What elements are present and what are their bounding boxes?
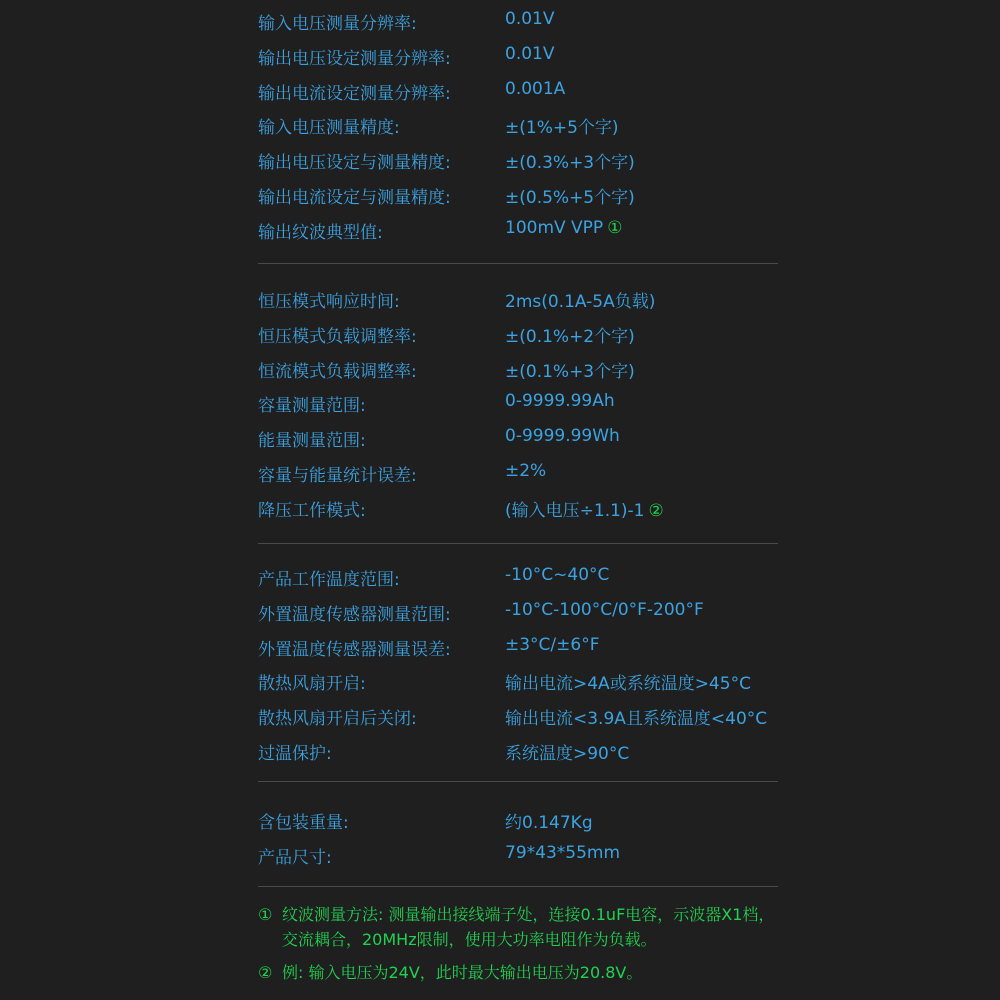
spec-label: 输出电压设定与测量精度: (258, 153, 451, 174)
spec-value: 0.01V (505, 9, 555, 29)
section-divider (258, 543, 778, 544)
spec-row (258, 351, 778, 386)
spec-label: 输出电流设定与测量精度: (258, 187, 451, 208)
spec-row (258, 385, 778, 420)
spec-row (258, 73, 778, 108)
spec-label: 产品工作温度范围: (258, 570, 400, 590)
spec-value: 2ms(0.1A-5A负载) (505, 292, 656, 312)
footnote-text-continued: 交流耦合，20MHz限制，使用大功率电阻作为负载。 (282, 930, 657, 949)
footnote (258, 902, 798, 952)
spec-row (258, 316, 778, 351)
footnote-marker: ① (607, 217, 623, 238)
spec-label: 恒压模式响应时间: (258, 292, 400, 312)
spec-row (258, 281, 778, 316)
spec-value: 100mV VPP ① (505, 217, 623, 238)
footnote-number: ① (258, 905, 273, 924)
spec-row (258, 177, 778, 212)
spec-value: ±2% (505, 460, 547, 481)
spec-label: 输入电压测量分辨率: (258, 14, 417, 34)
spec-row (258, 733, 778, 768)
footnotes (258, 902, 798, 993)
footnote-text: 纹波测量方法: 测量输出接线端子处，连接0.1uF电容，示波器X1档， (282, 905, 775, 924)
footnote-marker: ② (648, 500, 664, 521)
spec-label: 过温保护: (258, 743, 332, 764)
spec-label: 容量与能量统计误差: (258, 465, 417, 486)
spec-value: 输出电流<3.9A且系统温度<40°C (505, 709, 768, 730)
spec-row (258, 837, 778, 872)
spec-row (258, 3, 778, 38)
spec-label: 外置温度传感器测量范围: (258, 604, 451, 625)
spec-value: 系统温度>90°C (505, 743, 630, 764)
section-divider (258, 781, 778, 782)
spec-group-3 (258, 559, 778, 768)
spec-value: 0.001A (505, 78, 566, 99)
spec-row (258, 594, 778, 629)
section-divider (258, 886, 778, 887)
spec-label: 散热风扇开启后关闭: (258, 709, 417, 730)
spec-value: -10°C~40°C (505, 565, 610, 585)
spec-row (258, 107, 778, 142)
spec-label: 输出电流设定测量分辨率: (258, 83, 451, 104)
spec-label: 恒压模式负载调整率: (258, 326, 417, 347)
spec-group-2 (258, 281, 778, 525)
spec-label: 输出电压设定测量分辨率: (258, 48, 451, 69)
spec-row (258, 559, 778, 594)
footnote (258, 960, 798, 985)
footnote-number: ② (258, 963, 273, 982)
spec-value: 79*43*55mm (505, 842, 621, 863)
spec-value: ±(0.1%+3个字) (505, 361, 635, 382)
spec-label: 散热风扇开启: (258, 674, 366, 695)
spec-value: -10°C-100°C/0°F-200°F (505, 599, 704, 620)
spec-row (258, 663, 778, 698)
spec-label: 降压工作模式: (258, 500, 366, 521)
spec-row (258, 698, 778, 733)
spec-value: ±3°C/±6°F (505, 634, 600, 655)
spec-value: ±(0.5%+5个字) (505, 187, 635, 208)
spec-value: 0-9999.99Wh (505, 426, 620, 447)
spec-row (258, 420, 778, 455)
spec-group-1 (258, 3, 778, 247)
spec-label: 容量测量范围: (258, 396, 366, 417)
spec-group-4 (258, 802, 778, 872)
spec-row (258, 38, 778, 73)
spec-label: 输入电压测量精度: (258, 118, 400, 139)
spec-row (258, 490, 778, 525)
spec-row (258, 212, 778, 247)
spec-label: 能量测量范围: (258, 431, 366, 452)
section-divider (258, 263, 778, 264)
spec-label: 外置温度传感器测量误差: (258, 639, 451, 660)
spec-value: ±(1%+5个字) (505, 118, 619, 139)
spec-value: ±(0.1%+2个字) (505, 326, 635, 347)
spec-row (258, 142, 778, 177)
spec-value: 约0.147Kg (505, 813, 593, 833)
spec-label: 产品尺寸: (258, 847, 332, 868)
spec-row (258, 629, 778, 664)
spec-row (258, 455, 778, 490)
spec-row (258, 802, 778, 837)
spec-value: ±(0.3%+3个字) (505, 153, 635, 174)
spec-value: 0.01V (505, 43, 555, 64)
spec-label: 输出纹波典型值: (258, 222, 383, 243)
footnote-text: 例: 输入电压为24V，此时最大输出电压为20.8V。 (282, 963, 643, 982)
spec-label: 恒流模式负载调整率: (258, 361, 417, 382)
spec-label: 含包装重量: (258, 813, 349, 833)
spec-value: 0-9999.99Ah (505, 391, 615, 412)
spec-value: 输出电流>4A或系统温度>45°C (505, 674, 751, 695)
spec-value: (输入电压÷1.1)-1 ② (505, 500, 664, 521)
